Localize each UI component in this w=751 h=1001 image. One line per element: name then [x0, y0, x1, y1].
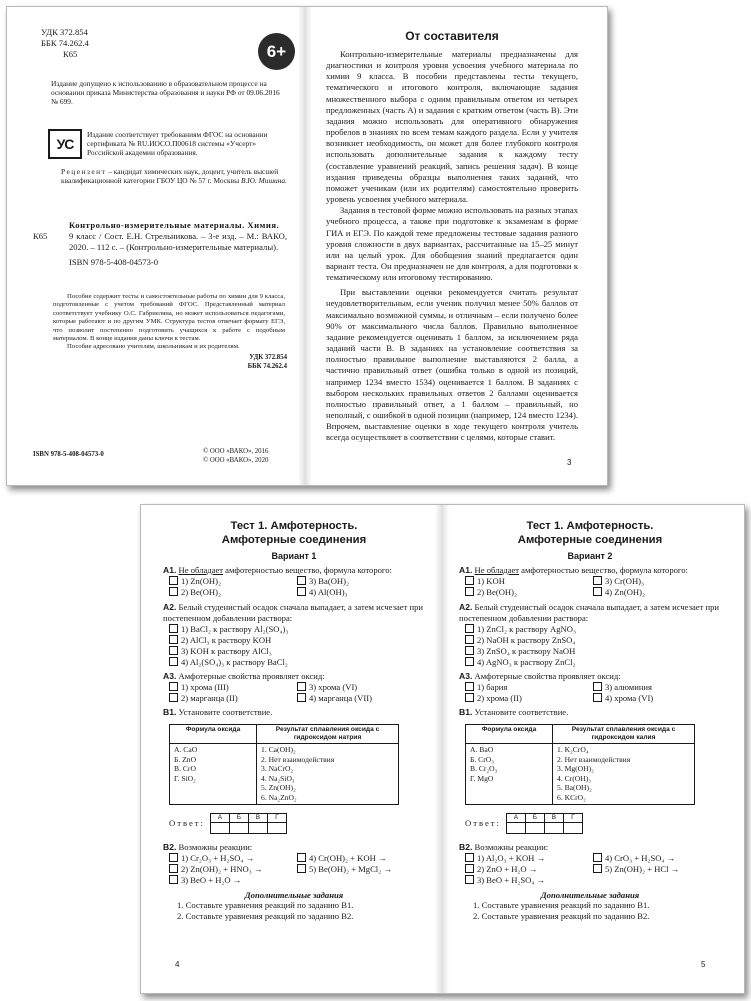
question-text: Возможны реакции: — [472, 841, 549, 852]
oxide-item: В. CrO — [174, 764, 196, 774]
author-mark: К65 — [63, 49, 78, 59]
copyright-block — [203, 448, 268, 465]
result-item: 2. Нет взаимодействия — [557, 754, 631, 764]
question-number: В2. — [459, 841, 473, 852]
matching-table — [465, 724, 695, 805]
question-b1 — [163, 707, 425, 718]
answer-letter: А — [210, 813, 230, 823]
option-text: 1) BaCl₂ к раствору Al₂(SO₄)₃ — [181, 624, 289, 634]
result-item: 6. Na₂ZnO₂ — [261, 792, 297, 802]
question-number: В2. — [163, 841, 177, 852]
option-text: 5) Zn(OH)₂ + HCl → — [605, 863, 680, 874]
question-a2 — [163, 602, 425, 668]
oxide-item: Б. CrO₃ — [470, 754, 494, 764]
question-a1 — [459, 565, 721, 598]
option-text: 3) Ba(OH)₂ — [309, 576, 349, 586]
oxide-item: В. Cr₂O₃ — [470, 764, 498, 774]
preface-body — [326, 49, 578, 443]
answer-cell[interactable] — [506, 822, 526, 834]
answer-checkbox[interactable] — [465, 682, 474, 691]
answer-checkbox[interactable] — [465, 576, 474, 585]
question-number: А1. — [459, 565, 473, 575]
ministry-note: Издание допущено к использованию в образовательном процессе на основании приказа Министерства образования и науки РФ от 09.06.2016 № 699. — [51, 79, 280, 107]
answer-checkbox[interactable] — [593, 853, 602, 862]
option-text: 4) CrO₃ + H₂SO₄ → — [605, 852, 676, 863]
extra-task: 1. Составьте уравнения реакций по заданию В1. — [473, 899, 650, 910]
option-text: 4) Al(OH)₃ — [309, 587, 348, 597]
preface-paragraph-3: При выставлении оценки рекомендуется считать результат неудовлетворительным, если ученик получил менее 50% баллов от максимально возможной суммы, и отличным – если получено более 90% от максимального числа баллов. Правильно выполненное задание рекомендуется оценивать 1 баллом, за исключением ряда заданий части В. В заданиях на установление соответствия за полностью правильное выполнение выставляются 2 балла, а частично правильный ответ (ошибка только в одной из позиций, например 1234 вместо 1534) оценивается 1 баллом. В заданиях с выбором нескольких правильных ответов 2 баллами оценивается полностью правильный ответ, а 1 баллом – правильный, но неполный, с ошибкой в одной позиции (например, 124 вместо 1234). Впрочем, выставление оценки в ходе текущего контроля учитель всегда осуществляет в соответствии с целями, которые ставит. — [326, 287, 578, 443]
result-item: 3. NaCrO₂ — [261, 764, 294, 774]
question-number: В1. — [459, 707, 473, 717]
question-text: Установите соответствие. — [472, 707, 569, 717]
isbn: ISBN 978-5-408-04573-0 — [69, 257, 159, 267]
book-title: Контрольно-измерительные материалы. Химия. — [69, 220, 280, 230]
spread-title-pages — [6, 6, 608, 486]
answer-checkbox[interactable] — [169, 657, 178, 666]
option-text: 3) KOH к раствору AlCl₃ — [181, 646, 272, 656]
answer-checkbox[interactable] — [297, 864, 306, 873]
result-item: 2. Нет взаимодействия — [261, 754, 335, 764]
option-text: 1) KOH — [477, 576, 505, 586]
matching-table — [169, 724, 399, 805]
extra-tasks-title: Дополнительные задания — [540, 889, 640, 900]
answer-checkbox[interactable] — [465, 864, 474, 873]
preface-paragraph-1: Контрольно-измерительные материалы предназначены для диагностики и контроля уровня усвоения учебного материала по химии 9 класса. В пособии представлены тесты текущего, тематического и итогового контроля, включающие задания множественного выбора с одним правильным ответом из четырех предложенных (часть А) и задания с кратким ответом (часть В). Эти задания можно использовать для оперативного обнаружения пробелов в знаниях по всем темам каждого раздела. Если у учителя возникнет необходимость, он может для более глубокого контроля использовать дополнительные задания к каждому тесту (составление уравнений реакций, запись решения задач). В конце издания приведены образцы выполнения таких заданий, что поможет ученикам (или их родителям) самостоятельно проверить уровень усвоения учебного материала. — [326, 49, 578, 205]
answer-checkbox[interactable] — [169, 587, 178, 596]
answer-checkbox[interactable] — [465, 635, 474, 644]
fgos-logo: УС — [48, 129, 82, 159]
question-text: Белый студенистый осадок сначала выпадает, а затем исчезает при постепенном добавлении раствора: — [163, 602, 424, 623]
question-number: А3. — [163, 671, 177, 681]
option-text: 3) ZnSO₄ к раствору NaOH — [477, 646, 576, 656]
answer-checkbox[interactable] — [169, 635, 178, 644]
question-number: А2. — [459, 602, 473, 612]
result-list — [257, 744, 399, 805]
extra-task: 2. Составьте уравнения реакций по заданию В2. — [473, 910, 650, 921]
option-text: 4) Al₂(SO₄)₃ к раствору BaCl₂ — [181, 657, 288, 667]
biblio-details: 9 класс / Сост. Е.Н. Стрельникова. – 3-е изд. – М.: ВАКО, 2020. – 112 с. – (Контрольно-измерительные материалы). — [69, 231, 287, 252]
question-a1 — [163, 565, 425, 598]
option-text: 2) AlCl₃ к раствору KOH — [181, 635, 272, 645]
reviewer-label: Рецензент — [61, 167, 107, 176]
test-title-line-2: Амфотерные соединения — [517, 534, 663, 546]
answer-letter: Б — [229, 813, 249, 823]
question-number: А3. — [459, 671, 473, 681]
gutter-shadow — [298, 7, 312, 485]
question-text: Белый студенистый осадок сначала выпадает, а затем исчезает при постепенном добавлении раствора: — [459, 602, 720, 623]
answer-checkbox[interactable] — [465, 693, 474, 702]
question-number: А1. — [163, 565, 177, 575]
answer-checkbox[interactable] — [593, 864, 602, 873]
udk-bottom: УДК 372.854 — [249, 354, 287, 361]
answer-checkbox[interactable] — [169, 864, 178, 873]
oxide-item: А. BaO — [470, 745, 494, 754]
test-title-line-1: Тест 1. Амфотерность. — [230, 520, 358, 532]
option-text: 1) ZnCl₂ к раствору AgNO₃ — [477, 624, 576, 634]
option-text: 4) хрома (VI) — [605, 693, 654, 703]
result-item: 1. K₂CrO₄ — [557, 745, 589, 754]
annotation — [53, 293, 285, 352]
answer-letter: Г — [267, 813, 287, 823]
option-text: 1) Al₂O₃ + KOH → — [477, 852, 546, 863]
result-item: 3. Mg(OH)₂ — [557, 764, 594, 774]
udk-code: УДК 372.854 — [41, 27, 88, 37]
option-text: 1) Cr₂O₃ + H₂SO₄ → — [181, 852, 255, 863]
gutter-shadow — [435, 505, 449, 993]
extra-tasks-title: Дополнительные задания — [244, 889, 344, 900]
result-item: 5. Zn(OH)₂ — [261, 783, 296, 793]
answer-checkbox[interactable] — [593, 693, 602, 702]
question-text: Установите соответствие. — [176, 707, 273, 717]
result-item: 5. Ba(OH)₂ — [557, 783, 592, 793]
answer-letter: В — [248, 813, 268, 823]
answer-checkbox[interactable] — [465, 587, 474, 596]
answer-checkbox[interactable] — [169, 624, 178, 633]
result-item: 6. KCrO₂ — [557, 792, 586, 802]
result-item: 4. Na₂SiO₃ — [261, 773, 295, 783]
option-text: 1) Zn(OH)₂ — [181, 576, 221, 586]
oxide-item: А. CaO — [174, 745, 198, 754]
copyright-2020: © ООО «ВАКО», 2020 — [203, 456, 269, 464]
option-text: 2) хрома (II) — [477, 693, 522, 703]
option-text: 3) Cr(OH)₃ — [605, 576, 645, 586]
question-b1 — [459, 707, 721, 718]
test-title-line-2: Амфотерные соединения — [221, 534, 367, 546]
question-text: амфотерностью вещество, формула которого: — [519, 565, 688, 575]
answer-checkbox[interactable] — [297, 587, 306, 596]
copyright-2016: © ООО «ВАКО», 2016 — [203, 448, 269, 455]
oxide-item: Б. ZnO — [174, 754, 197, 764]
answer-checkbox[interactable] — [169, 693, 178, 702]
answer-checkbox[interactable] — [169, 875, 178, 884]
option-text: 2) Zn(OH)₂ + HNO₃ → — [181, 863, 263, 874]
option-text: 1) хрома (III) — [181, 682, 229, 692]
question-a2 — [459, 602, 721, 668]
column-header: Результат сплавления оксида с гидроксидом калия — [553, 725, 695, 744]
result-item: 4. Cr(OH)₃ — [557, 773, 591, 783]
option-text: 3) BeO + H₂O → — [181, 874, 242, 885]
question-a3 — [163, 671, 425, 704]
option-text: 4) Zn(OH)₂ — [605, 587, 645, 597]
extra-task: 1. Составьте уравнения реакций по заданию В1. — [177, 899, 354, 910]
answer-letter: Г — [563, 813, 583, 823]
isbn-bottom: ISBN 978-5-408-04573-0 — [33, 451, 104, 458]
answer-checkbox[interactable] — [465, 624, 474, 633]
question-text: Амфотерные свойства проявляет оксид: — [176, 671, 325, 681]
answer-cell[interactable] — [525, 822, 545, 834]
answer-letter: Б — [525, 813, 545, 823]
option-text: 2) ZnO + H₂O → — [477, 863, 538, 874]
answer-checkbox[interactable] — [593, 576, 602, 585]
test-page-variant-2 — [459, 519, 721, 922]
answer-checkbox[interactable] — [297, 693, 306, 702]
option-text: 3) алюминия — [605, 682, 652, 692]
question-a3 — [459, 671, 721, 704]
answer-checkbox[interactable] — [593, 682, 602, 691]
bbk-bottom: ББК 74.262.4 — [247, 362, 287, 370]
answer-grid — [465, 813, 721, 834]
negation-text: Не обладает — [474, 565, 520, 575]
audience-note: Пособие адресовано учителям, школьникам и их родителям. — [67, 343, 240, 351]
oxide-item: Г. SiO₂ — [174, 773, 196, 783]
question-number: А2. — [163, 602, 177, 612]
answer-cell[interactable] — [229, 822, 249, 834]
test-page-variant-1 — [163, 519, 425, 922]
answer-checkbox[interactable] — [169, 853, 178, 862]
spread-test-pages — [140, 504, 745, 994]
reviewer-block — [61, 167, 287, 185]
page-number-3: 3 — [567, 458, 572, 467]
test-title-line-1: Тест 1. Амфотерность. — [526, 520, 654, 532]
age-rating-badge: 6+ — [258, 33, 295, 70]
biblio-code: К65 — [33, 231, 48, 241]
bibliographic-record — [33, 220, 287, 268]
preface-heading: От составителя — [405, 29, 499, 43]
answer-checkbox[interactable] — [169, 646, 178, 655]
page-number-4: 4 — [175, 960, 180, 969]
option-text: 4) Cr(OH)₂ + KOH → — [309, 852, 387, 863]
reviewer-name: В.Ю. Мишина. — [240, 176, 287, 186]
option-text: 3) BeO + H₂SO₄ → — [477, 874, 546, 885]
answer-checkbox[interactable] — [465, 646, 474, 655]
oxide-item: Г. MgO — [470, 773, 494, 783]
answer-label: Ответ: — [465, 818, 501, 829]
annotation-text: Пособие содержит тесты и самостоятельные работы по химии для 9 класса, подготовленные с учетом требований ФГОС. Представленный материал соответствует учебнику О.С. Габриеляна, но может использоваться педагогами, которые работают и по другим УМК. Структура тестов отвечает формату ЕГЭ, что позволит постепенно подготовить учащихся к работе с подобным материалом. В конце издания даны ключи к тестам. — [53, 293, 285, 343]
preface-paragraph-2: Задания в тестовой форме можно использовать на разных этапах учебного процесса, а также при подготовке к экзаменам в форме ГИА и ЕГЭ. По каждой теме предложены тестовые задания разного уровня сложности в двух вариантах, рассчитанные на 15–25 минут или на целый урок. Для обобщения знаний предлагается один вариант теста. Он предназначен не для контроля, а для подготовки к тематическому или итоговому тестированию. — [326, 205, 578, 283]
answer-checkbox[interactable] — [593, 587, 602, 596]
fgos-note: Издание соответствует требованиям ФГОС на основании сертификата № RU.ИОСО.П00618 системы «Учсерт» Российской академии образования. — [87, 130, 268, 158]
question-b2 — [163, 842, 425, 886]
option-text: 2) марганца (II) — [181, 693, 238, 703]
bbk-code: ББК 74.262.4 — [41, 38, 89, 48]
answer-cell[interactable] — [544, 822, 564, 834]
question-number: В1. — [163, 707, 177, 717]
answer-letter: В — [544, 813, 564, 823]
answer-letter: А — [506, 813, 526, 823]
column-header: Формула оксида — [466, 725, 553, 744]
option-text: 4) марганца (VII) — [309, 693, 372, 703]
result-list — [553, 744, 695, 805]
option-text: 4) AgNO₃ к раствору ZnCl₂ — [477, 657, 576, 667]
option-text: 3) хрома (VI) — [309, 682, 358, 692]
column-header: Результат сплавления оксида с гидроксидом натрия — [257, 725, 399, 744]
answer-cell[interactable] — [267, 822, 287, 834]
answer-checkbox[interactable] — [465, 853, 474, 862]
option-text: 2) NaOH к раствору ZnSO₄ — [477, 635, 576, 645]
question-b2 — [459, 842, 721, 886]
column-header: Формула оксида — [170, 725, 257, 744]
answer-checkbox[interactable] — [297, 682, 306, 691]
answer-cell[interactable] — [248, 822, 268, 834]
answer-checkbox[interactable] — [465, 875, 474, 884]
extra-task: 2. Составьте уравнения реакций по заданию В2. — [177, 910, 354, 921]
classification-codes — [41, 27, 161, 60]
question-text: амфотерностью вещество, формула которого: — [223, 565, 392, 575]
option-text: 1) бария — [477, 682, 508, 692]
answer-checkbox[interactable] — [169, 682, 178, 691]
oxide-list — [170, 744, 257, 805]
oxide-list — [466, 744, 553, 805]
variant-label: Вариант 2 — [567, 551, 613, 561]
negation-text: Не обладает — [178, 565, 224, 575]
answer-checkbox[interactable] — [465, 657, 474, 666]
result-item: 1. Ca(OH)₂ — [261, 745, 296, 754]
codes-bottom — [187, 354, 287, 371]
answer-checkbox[interactable] — [169, 576, 178, 585]
answer-checkbox[interactable] — [297, 853, 306, 862]
reviewer-text: – кандидат химических наук, доцент, учитель высшей квалификационной категории ГБОУ ЦО № 57 г. Москвы — [61, 167, 279, 186]
answer-label: Ответ: — [169, 818, 205, 829]
answer-checkbox[interactable] — [297, 576, 306, 585]
option-text: 2) Be(OH)₂ — [181, 587, 221, 597]
answer-cell[interactable] — [563, 822, 583, 834]
option-text: 5) Be(OH)₂ + MgCl₂ → — [309, 863, 392, 874]
answer-grid — [169, 813, 425, 834]
question-text: Амфотерные свойства проявляет оксид: — [472, 671, 621, 681]
page-number-5: 5 — [701, 960, 706, 969]
option-text: 2) Be(OH)₂ — [477, 587, 517, 597]
answer-cell[interactable] — [210, 822, 230, 834]
variant-label: Вариант 1 — [271, 551, 317, 561]
question-text: Возможны реакции: — [176, 841, 253, 852]
